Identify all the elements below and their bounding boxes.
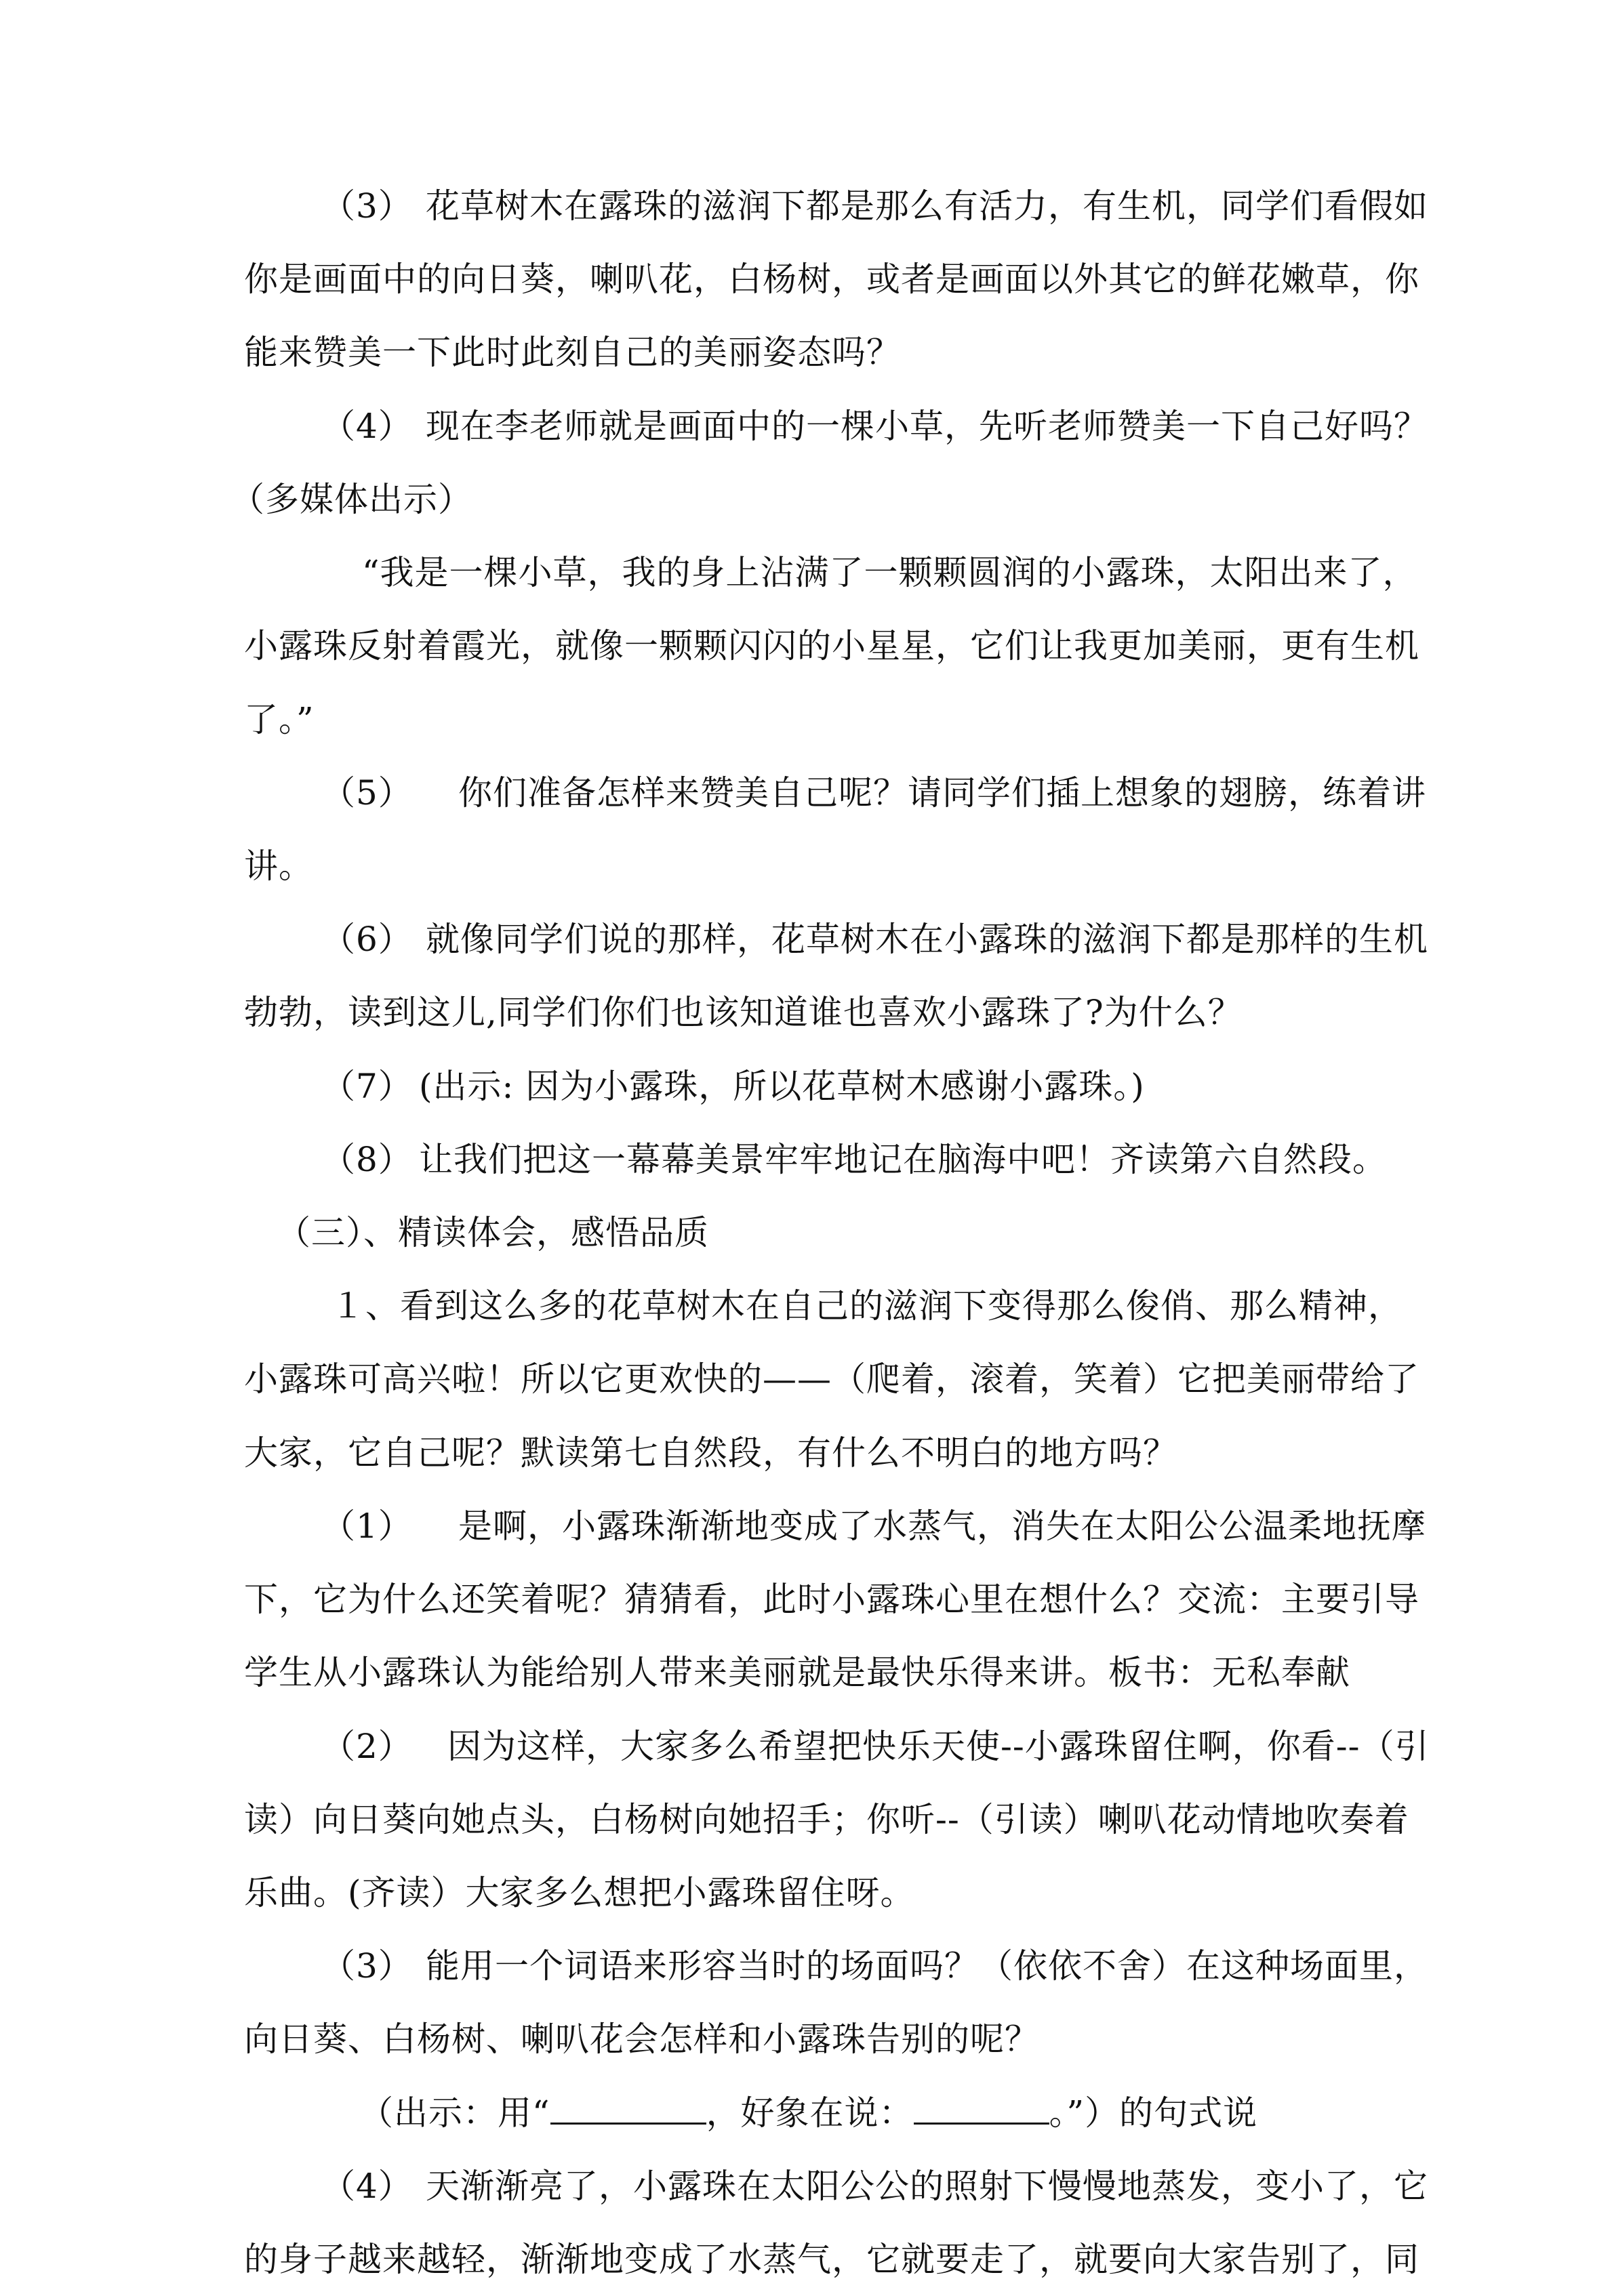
paragraph-text: 乐曲。(齐读）大家多么想把小露珠留住呀。 xyxy=(244,1873,915,1912)
paragraph-8-line-1 xyxy=(0,1123,1614,1196)
sub-2-line-3 xyxy=(0,1856,1614,1929)
paragraph-text: 的身子越来越轻，渐渐地变成了水蒸气，它就要走了，就要向大家告别了，同 xyxy=(244,2240,1419,2279)
paragraph-text: 你是画面中的向日葵，喇叭花，白杨树，或者是画面以外其它的鲜花嫩草，你 xyxy=(244,260,1419,299)
sub-3-line-2 xyxy=(0,2003,1614,2076)
fill-blank-1 xyxy=(550,2093,706,2125)
paragraph-number: （1） xyxy=(321,1506,413,1546)
sentence-pattern-line xyxy=(0,2076,1614,2150)
section-3-heading xyxy=(0,1196,1614,1269)
paragraph-text: 向日葵、白杨树、喇叭花会怎样和小露珠告别的呢？ xyxy=(244,2020,1039,2059)
paragraph-text: 你们准备怎样来赞美自己呢？请同学们插上想象的翅膀，练着讲 xyxy=(458,773,1426,813)
paragraph-text: 现在李老师就是画面中的一棵小草，先听老师赞美一下自己好吗？ xyxy=(426,407,1428,446)
paragraph-text: 能用一个词语来形容当时的场面吗？（依依不舍）在这种场面里， xyxy=(426,1946,1428,1986)
paragraph-number: （3） xyxy=(321,1946,413,1986)
paragraph-7-line-1 xyxy=(0,1050,1614,1123)
quote-line-2 xyxy=(0,609,1614,682)
fill-blank-2 xyxy=(914,2093,1049,2125)
sentence-pattern-text xyxy=(359,2076,1257,2150)
item-1-line-2 xyxy=(0,1342,1614,1416)
sub-2-line-1 xyxy=(0,1710,1614,1783)
paragraph-text: 是啊，小露珠渐渐地变成了水蒸气，消失在太阳公公温柔地抚摩 xyxy=(458,1506,1426,1546)
item-1-line-3 xyxy=(0,1416,1614,1490)
paragraph-6-line-2 xyxy=(0,976,1614,1049)
paragraph-text: 下，它为什么还笑着呢？猜猜看，此时小露珠心里在想什么？交流：主要引导 xyxy=(244,1580,1419,1619)
paragraph-text: 勃勃，读到这儿,同学们你们也该知道谁也喜欢小露珠了?为什么？ xyxy=(244,993,1243,1032)
paragraph-text: （三）、精读体会，感悟品质 xyxy=(277,1213,709,1252)
quote-line-1 xyxy=(0,536,1614,609)
paragraph-number: （7） xyxy=(321,1067,413,1106)
sub-1-line-2 xyxy=(0,1563,1614,1636)
paragraph-text: 读）向日葵向她点头，白杨树向她招手；你听--（引读）喇叭花动情地吹奏着 xyxy=(244,1800,1409,1839)
paragraph-text: 讲。 xyxy=(244,846,313,886)
sub-2-line-2 xyxy=(0,1783,1614,1856)
paragraph-text: 能来赞美一下此时此刻自己的美丽姿态吗？ xyxy=(244,333,901,372)
paragraph-6-line-1 xyxy=(0,903,1614,976)
paragraph-text: 小露珠反射着霞光，就像一颗颗闪闪的小星星，它们让我更加美丽，更有生机 xyxy=(244,626,1419,665)
paragraph-text: 就像同学们说的那样，花草树木在小露珠的滋润下都是那样的生机 xyxy=(426,920,1428,959)
paragraph-number: （2） xyxy=(321,1727,413,1766)
paragraph-3-line-3 xyxy=(0,316,1614,389)
pattern-part-2: ，好象在说： xyxy=(706,2093,914,2133)
paragraph-number: （6） xyxy=(321,920,413,959)
sub-1-line-3 xyxy=(0,1636,1614,1709)
paragraph-text: 因为这样，大家多么希望把快乐天使--小露珠留住啊，你看--（引 xyxy=(447,1727,1430,1766)
sub-4-line-2 xyxy=(0,2223,1614,2296)
paragraph-text: 学生从小露珠认为能给别人带来美丽就是最快乐得来讲。板书：无私奉献 xyxy=(244,1653,1350,1692)
paragraph-text: 天渐渐亮了，小露珠在太阳公公的照射下慢慢地蒸发，变小了，它 xyxy=(426,2167,1428,2206)
paragraph-number: （4） xyxy=(321,407,413,446)
item-1-line-1 xyxy=(0,1269,1614,1342)
paragraph-text: （多媒体出示） xyxy=(230,480,472,519)
paragraph-text: 了。” xyxy=(244,700,315,739)
paragraph-4-line-2 xyxy=(0,463,1614,536)
paragraph-number: （4） xyxy=(321,2167,413,2206)
paragraph-3-line-1 xyxy=(0,169,1614,243)
sub-3-line-1 xyxy=(0,1929,1614,2003)
pattern-part-3: 。”）的句式说 xyxy=(1049,2093,1258,2133)
paragraph-number: （3） xyxy=(321,186,413,226)
paragraph-5-line-2 xyxy=(0,829,1614,903)
paragraph-text: (出示: 因为小露珠，所以花草树木感谢小露珠。) xyxy=(419,1067,1145,1106)
paragraph-number: （5） xyxy=(321,773,413,813)
pattern-part-1: （出示：用“ xyxy=(359,2093,550,2133)
paragraph-4-line-1 xyxy=(0,390,1614,463)
sub-4-line-1 xyxy=(0,2150,1614,2223)
paragraph-text: 让我们把这一幕幕美景牢牢地记在脑海中吧！齐读第六自然段。 xyxy=(419,1140,1387,1179)
paragraph-5-line-1 xyxy=(0,756,1614,829)
paragraph-text: 大家，它自己呢？默读第七自然段，有什么不明白的地方吗？ xyxy=(244,1433,1177,1473)
paragraph-3-line-2 xyxy=(0,243,1614,316)
quote-line-3 xyxy=(0,683,1614,756)
paragraph-text: １、看到这么多的花草树木在自己的滋润下变得那么俊俏、那么精神， xyxy=(331,1286,1403,1326)
paragraph-text: 花草树木在露珠的滋润下都是那么有活力，有生机，同学们看假如 xyxy=(426,186,1428,226)
paragraph-text: 小露珠可高兴啦！所以它更欢快的——（爬着，滚着，笑着）它把美丽带给了 xyxy=(244,1359,1419,1399)
sub-1-line-1 xyxy=(0,1490,1614,1563)
paragraph-number: （8） xyxy=(321,1140,413,1179)
paragraph-text: “我是一棵小草，我的身上沾满了一颗颗圆润的小露珠，太阳出来了， xyxy=(362,553,1417,592)
